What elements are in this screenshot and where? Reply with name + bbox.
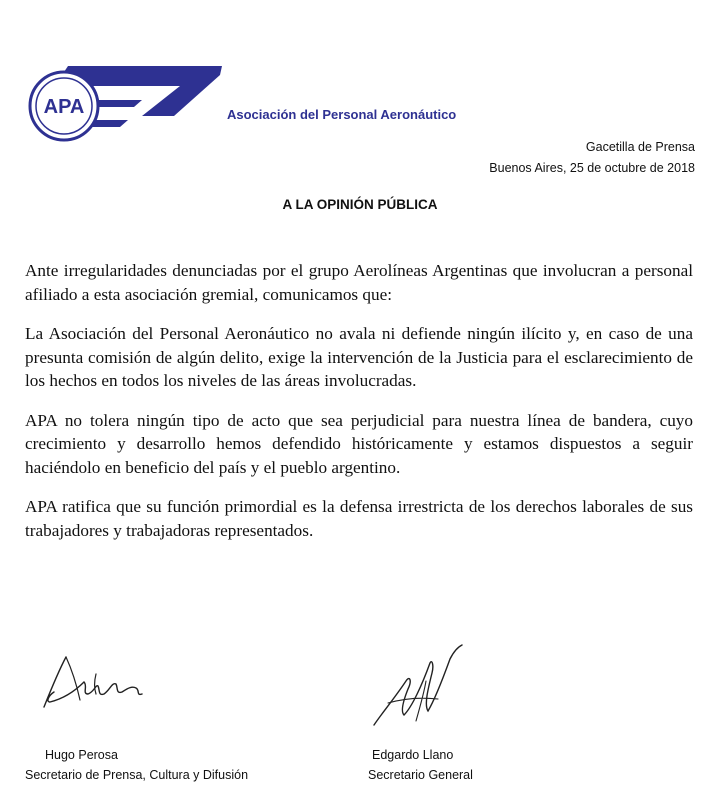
place-and-date: Buenos Aires, 25 de octubre de 2018 — [489, 161, 695, 175]
signer-role: Secretario de Prensa, Cultura y Difusión — [25, 768, 249, 782]
logo-monogram: APA — [43, 96, 85, 118]
signature-block-prensa — [25, 745, 248, 785]
paragraph-text: no tolera ningún tipo de acto que sea perjudicial para nuestra línea de bandera, cuyo crecimiento y desarrollo hemos defendido históricamente y estamos dispuestos a seguir haciéndolo en beneficio del país y el pueblo argentino. — [25, 410, 693, 477]
signer-role: Secretario General — [368, 768, 473, 782]
document-heading: A LA OPINIÓN PÚBLICA — [282, 197, 438, 212]
document-meta — [489, 137, 695, 179]
signer-name: Hugo Perosa — [45, 748, 118, 762]
document-body — [25, 259, 693, 558]
paragraph-lead: APA — [25, 497, 57, 516]
paragraph-position — [25, 322, 693, 393]
signature-block-general — [368, 745, 473, 785]
paragraph-text: ratifica que su función primordial es la defensa irrestricta de los derechos laborales de sus trabajadores y trabajadoras representados. — [25, 497, 693, 540]
apa-winged-logo — [24, 46, 224, 158]
organization-name: Asociación del Personal Aeronáutico — [227, 107, 457, 122]
paragraph-intro — [25, 259, 693, 306]
signer-name: Edgardo Llano — [372, 748, 454, 762]
document-type: Gacetilla de Prensa — [585, 140, 695, 154]
signature-hugo-perosa — [36, 652, 146, 712]
paragraph-tolerance — [25, 409, 693, 480]
paragraph-ratification — [25, 495, 693, 542]
paragraph-lead: APA — [25, 410, 57, 430]
paragraph-text: Ante irregularidades denunciadas por el grupo Aerolíneas Argentinas que involucran a personal afiliado a esta asociación gremial, comunicamos que: — [25, 261, 693, 304]
signature-edgardo-llano — [368, 641, 468, 731]
paragraph-text: La Asociación del Personal Aeronáutico no avala ni defiende ningún ilícito y, en caso de una presunta comisión de algún delito, exige la intervención de la Justicia para el esclarecimiento de los hechos en todos los niveles de las áreas involucradas. — [25, 324, 693, 390]
